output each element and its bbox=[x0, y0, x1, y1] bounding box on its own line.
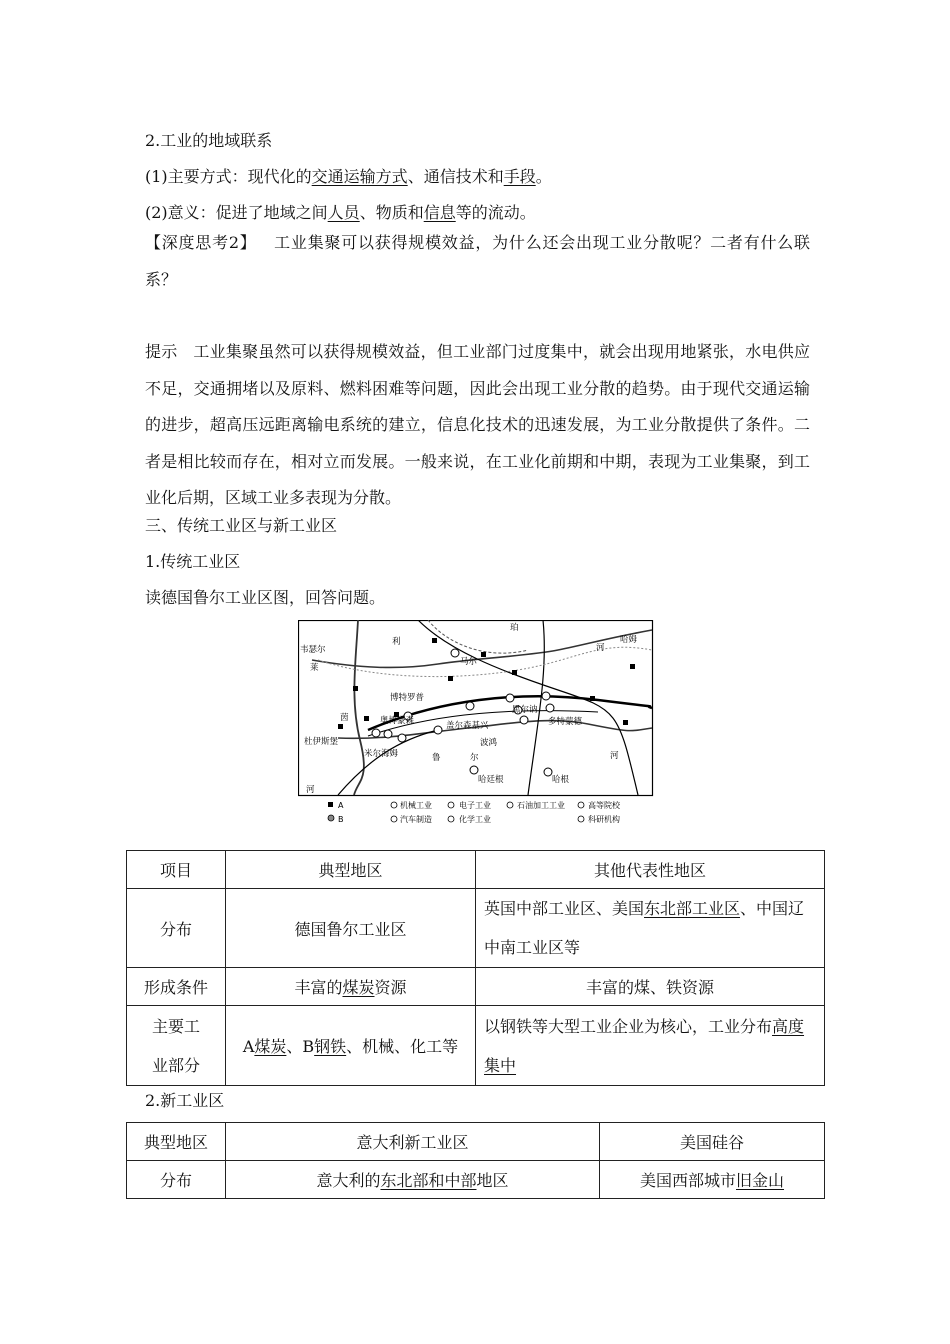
subheading-new-zones: 2.新工业区 bbox=[145, 1091, 225, 1110]
answer-blank: 手段 bbox=[503, 167, 536, 186]
legend-university: 高等院校 bbox=[588, 801, 620, 810]
header-typical: 典型地区 bbox=[226, 851, 476, 889]
item-main-methods: (1)主要方式：现代化的交通运输方式、通信技术和手段。 bbox=[145, 167, 552, 186]
map-label-lai: 莱 bbox=[310, 663, 319, 673]
item-significance: (2)意义：促进了地域之间人员、物质和信息等的流动。 bbox=[145, 203, 536, 222]
table-row-main-industries: 主要工业部分 A煤炭、B钢铁、机械、化工等 以钢铁等大型工业企业为核心，工业分布高度集中 bbox=[127, 1006, 825, 1086]
answer-blank: 人员 bbox=[327, 203, 360, 222]
table-header-row bbox=[127, 851, 825, 889]
answer-blank: 钢铁 bbox=[314, 1037, 347, 1056]
map-label-marl: 马尔 bbox=[460, 657, 478, 667]
map-label-po: 珀 bbox=[510, 623, 519, 633]
ruhr-map-figure bbox=[298, 620, 654, 826]
header-other: 其他代表性地区 bbox=[476, 851, 825, 889]
answer-blank: 煤炭 bbox=[254, 1037, 287, 1056]
legend-a: A bbox=[338, 801, 344, 810]
map-label-li: 利 bbox=[392, 637, 401, 647]
answer-blank: 高度集中 bbox=[484, 1016, 805, 1075]
map-label-yin: 茵 bbox=[340, 713, 349, 723]
map-label-hattingen: 哈廷根 bbox=[478, 775, 504, 785]
map-label-herne: 黑尔讷 bbox=[512, 705, 538, 715]
legend-machinery: 机械工业 bbox=[400, 801, 432, 810]
map-label-muelheim: 米尔海姆 bbox=[364, 749, 399, 759]
map-instruction: 读德国鲁尔工业区图，回答问题。 bbox=[145, 588, 386, 607]
map-label-wesel: 韦瑟尔 bbox=[300, 645, 326, 655]
answer-blank: 煤炭 bbox=[342, 978, 375, 997]
section-heading-industrial-links: 2.工业的地域联系 bbox=[145, 131, 273, 150]
map-label-he1: 河 bbox=[596, 643, 605, 653]
section-heading-industrial-zones: 三、传统工业区与新工业区 bbox=[145, 516, 338, 535]
legend-electronics: 电子工业 bbox=[459, 801, 491, 810]
table2-header-row: 典型地区 意大利新工业区 美国硅谷 bbox=[127, 1123, 825, 1161]
deep-thinking-question: 【深度思考2】 工业集聚可以获得规模效益，为什么还会出现工业分散呢？二者有什么联系？ bbox=[145, 233, 810, 289]
legend-research: 科研机构 bbox=[588, 815, 620, 824]
legend-auto: 汽车制造 bbox=[400, 815, 432, 824]
ruhr-map bbox=[298, 620, 654, 826]
legend-b: B bbox=[338, 815, 344, 824]
map-label-bochum: 波鸿 bbox=[480, 738, 498, 748]
map-label-hagen: 哈根 bbox=[552, 775, 570, 785]
table2-row-distribution: 分布 意大利的东北部和中部地区 美国西部城市旧金山 bbox=[127, 1161, 825, 1199]
answer-blank: 旧金山 bbox=[736, 1171, 785, 1190]
table-row-conditions: 形成条件 丰富的煤炭资源 丰富的煤、铁资源 bbox=[127, 968, 825, 1006]
hint-label: 提示 bbox=[145, 342, 178, 361]
header-item: 项目 bbox=[127, 851, 226, 889]
map-label-hamm: 哈姆 bbox=[620, 635, 638, 645]
hint-paragraph: 提示 工业集聚虽然可以获得规模效益，但工业部门过度集中，就会出现用地紧张，水电供应不足，交通拥堵以及原料、燃料困难等问题，因此会出现工业分散的趋势。由于现代交通运输的进步，超高压远距离输电系统的建立，信息化技术的迅速发展，为工业分散提供了条件。二者是相比较而存在，相对立而发展。一般来说，在工业化前期和中期，表现为工业集聚，到工业化后期，区域工业多表现为分散。 bbox=[145, 342, 810, 507]
map-label-gelsenkirchen: 盖尔森基兴 bbox=[446, 721, 489, 731]
answer-blank: 东北部和中部 bbox=[380, 1171, 477, 1190]
map-label-bottrop: 博特罗普 bbox=[390, 693, 425, 703]
map-label-dortmund: 多特蒙德 bbox=[548, 717, 583, 727]
map-label-he2: 河 bbox=[610, 751, 619, 761]
table-row-distribution: 分布 德国鲁尔工业区 英国中部工业区、美国东北部工业区、中国辽中南工业区等 bbox=[127, 889, 825, 968]
map-legend bbox=[328, 800, 621, 824]
map-label-he3: 河 bbox=[306, 785, 315, 795]
map-label-er: 尔 bbox=[470, 753, 479, 763]
traditional-zone-table bbox=[126, 850, 825, 1086]
answer-blank: 交通运输方式 bbox=[311, 167, 408, 186]
deep-thinking-tag: 【深度思考2】 bbox=[145, 233, 257, 252]
answer-blank: 东北部工业区 bbox=[644, 899, 741, 918]
legend-petroleum: 石油加工工业 bbox=[517, 801, 565, 810]
legend-chemical: 化学工业 bbox=[459, 815, 491, 824]
subheading-traditional: 1.传统工业区 bbox=[145, 552, 241, 571]
map-label-oberhausen: 奥博豪森 bbox=[380, 716, 415, 726]
map-label-duisburg: 杜伊斯堡 bbox=[304, 737, 339, 747]
map-label-lu: 鲁 bbox=[432, 753, 441, 763]
answer-blank: 信息 bbox=[423, 203, 456, 222]
new-zone-table bbox=[126, 1122, 825, 1199]
